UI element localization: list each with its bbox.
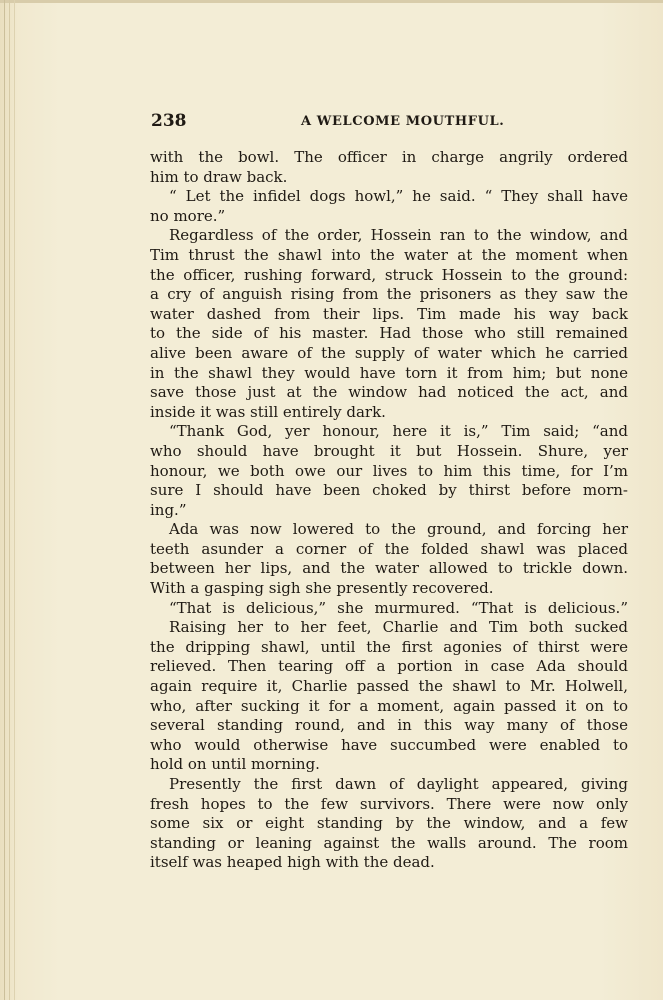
text-line: save those just at the window had noticed the act, and [150, 383, 628, 402]
page-top-edge [0, 0, 663, 3]
text-line: again require it, Charlie passed the shawl to Mr. Holwell, [150, 677, 628, 696]
text-line: to the side of his master. Had those who still remained [150, 324, 628, 343]
text-line: alive been aware of the supply of water which he carried [150, 343, 628, 362]
text-line: who, after sucking it for a moment, again passed it on to [150, 696, 628, 715]
text-line: With a gasping sigh she presently recovered. [150, 579, 494, 598]
text-line: sure I should have been choked by thirst before morn- [150, 481, 628, 500]
text-line: several standing round, and in this way many of those [150, 716, 628, 735]
text-line: a cry of anguish rising from the prisoners as they saw the [150, 285, 628, 304]
text-line: Raising her to her feet, Charlie and Tim both sucked [169, 618, 628, 637]
text-line: Regardless of the order, Hossein ran to the window, and [169, 226, 628, 245]
page-number: 238 [151, 111, 187, 131]
text-line: Ada was now lowered to the ground, and forcing her [169, 520, 628, 539]
text-line: “That is delicious,” she murmured. “That is delicious.” [169, 598, 628, 617]
text-line: with the bowl. The officer in charge angrily ordered [150, 148, 628, 166]
text-line: in the shawl they would have torn it from him; but none [150, 363, 628, 382]
gutter-line [9, 0, 10, 1000]
text-line: Presently the first dawn of daylight appeared, giving [169, 775, 628, 793]
text-line: water dashed from their lips. Tim made his way back [150, 304, 628, 323]
page-header [151, 111, 627, 131]
text-line: the officer, rushing forward, struck Hossein to the ground: [150, 265, 628, 284]
text-line: ing.” [150, 500, 187, 519]
text-line: teeth asunder a corner of the folded shawl was placed [150, 539, 628, 558]
gutter-line [4, 0, 5, 1000]
text-line: between her lips, and the water allowed to trickle down. [150, 559, 628, 578]
text-line: honour, we both owe our lives to him this time, for I’m [150, 461, 628, 480]
text-line: who would otherwise have succumbed were enabled to [150, 735, 628, 754]
running-head: A WELCOME MOUTHFUL. [301, 114, 505, 129]
text-line: Tim thrust the shawl into the water at the moment when [150, 245, 628, 264]
text-line: hold on until morning. [150, 755, 320, 774]
body-text [150, 148, 628, 873]
text-line: inside it was still entirely dark. [150, 402, 386, 421]
text-line: itself was heaped high with the dead. [150, 853, 435, 872]
text-line: him to draw back. [150, 167, 288, 186]
text-line: “Thank God, yer honour, here it is,” Tim said; “and [169, 422, 628, 441]
text-line: the dripping shawl, until the first agonies of thirst were [150, 637, 628, 656]
gutter-line [14, 0, 15, 1000]
text-line: “ Let the infidel dogs howl,” he said. “ They shall have [169, 187, 628, 206]
text-line: some six or eight standing by the window, and a few [150, 814, 628, 833]
text-line: no more.” [150, 206, 226, 225]
text-line: fresh hopes to the few survivors. There were now only [150, 794, 628, 813]
text-line: who should have brought it but Hossein. Shure, yer [150, 441, 628, 460]
text-line: standing or leaning against the walls around. The room [150, 833, 628, 852]
text-line: relieved. Then tearing off a portion in case Ada should [150, 657, 628, 676]
